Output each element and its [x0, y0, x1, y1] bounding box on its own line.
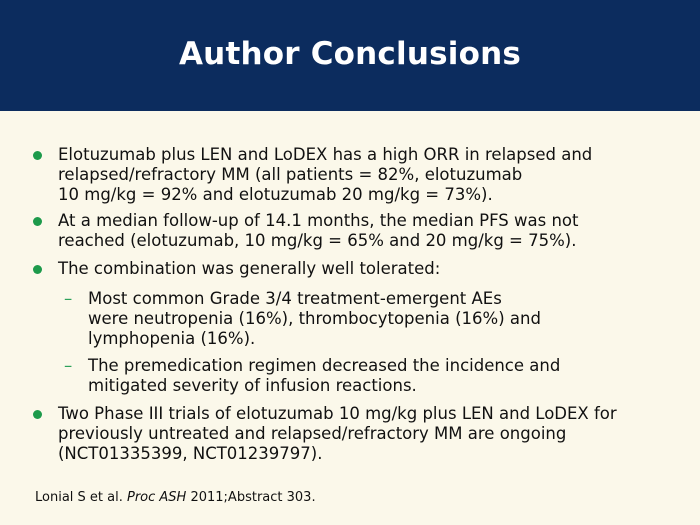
green-dot-icon: [33, 217, 42, 226]
bullet-line: Elotuzumab plus LEN and LoDEX has a high ORR in relapsed and: [58, 145, 593, 164]
bullet-line: At a median follow-up of 14.1 months, the median PFS was not: [58, 211, 579, 230]
dash-icon: –: [64, 356, 73, 375]
bullet-line: (NCT01335399, NCT01239797).: [58, 444, 323, 463]
bullet-item-phase-iii: [58, 404, 678, 464]
subbullet-line: mitigated severity of infusion reactions.: [88, 376, 417, 395]
green-dot-icon: [33, 151, 42, 160]
bullet-line: The combination was generally well tolerated:: [58, 259, 441, 278]
bullet-item-orr: [58, 145, 678, 205]
green-dot-icon: [33, 265, 42, 274]
slide-title: Author Conclusions: [178, 35, 521, 72]
reference-author: Lonial S et al.: [35, 490, 127, 505]
reference-journal: Proc ASH: [126, 490, 187, 505]
subbullet-line: were neutropenia (16%), thrombocytopenia (16%) and: [88, 309, 541, 328]
bullet-line: reached (elotuzumab, 10 mg/kg = 65% and 20 mg/kg = 75%).: [58, 231, 577, 250]
subbullet-item-premedication: [64, 356, 678, 396]
bullet-line: previously untreated and relapsed/refractory MM are ongoing: [58, 424, 567, 443]
bullet-item-pfs: [58, 211, 678, 251]
subbullet-item-aes: [64, 289, 678, 349]
subbullet-line: lymphopenia (16%).: [88, 329, 256, 348]
reference-details: 2011;Abstract 303.: [186, 490, 316, 505]
title-banner: [0, 0, 700, 111]
bullet-line: 10 mg/kg = 92% and elotuzumab 20 mg/kg = 73%).: [58, 185, 493, 204]
green-dot-icon: [33, 410, 42, 419]
bullet-item-tolerability: [58, 259, 678, 279]
subbullet-line: Most common Grade 3/4 treatment-emergent AEs: [88, 289, 502, 308]
subbullet-line: The premedication regimen decreased the incidence and: [88, 356, 561, 375]
reference-citation: [35, 490, 316, 506]
bullet-line: Two Phase III trials of elotuzumab 10 mg/kg plus LEN and LoDEX for: [58, 404, 617, 423]
dash-icon: –: [64, 289, 73, 308]
bullet-line: relapsed/refractory MM (all patients = 82%, elotuzumab: [58, 165, 523, 184]
